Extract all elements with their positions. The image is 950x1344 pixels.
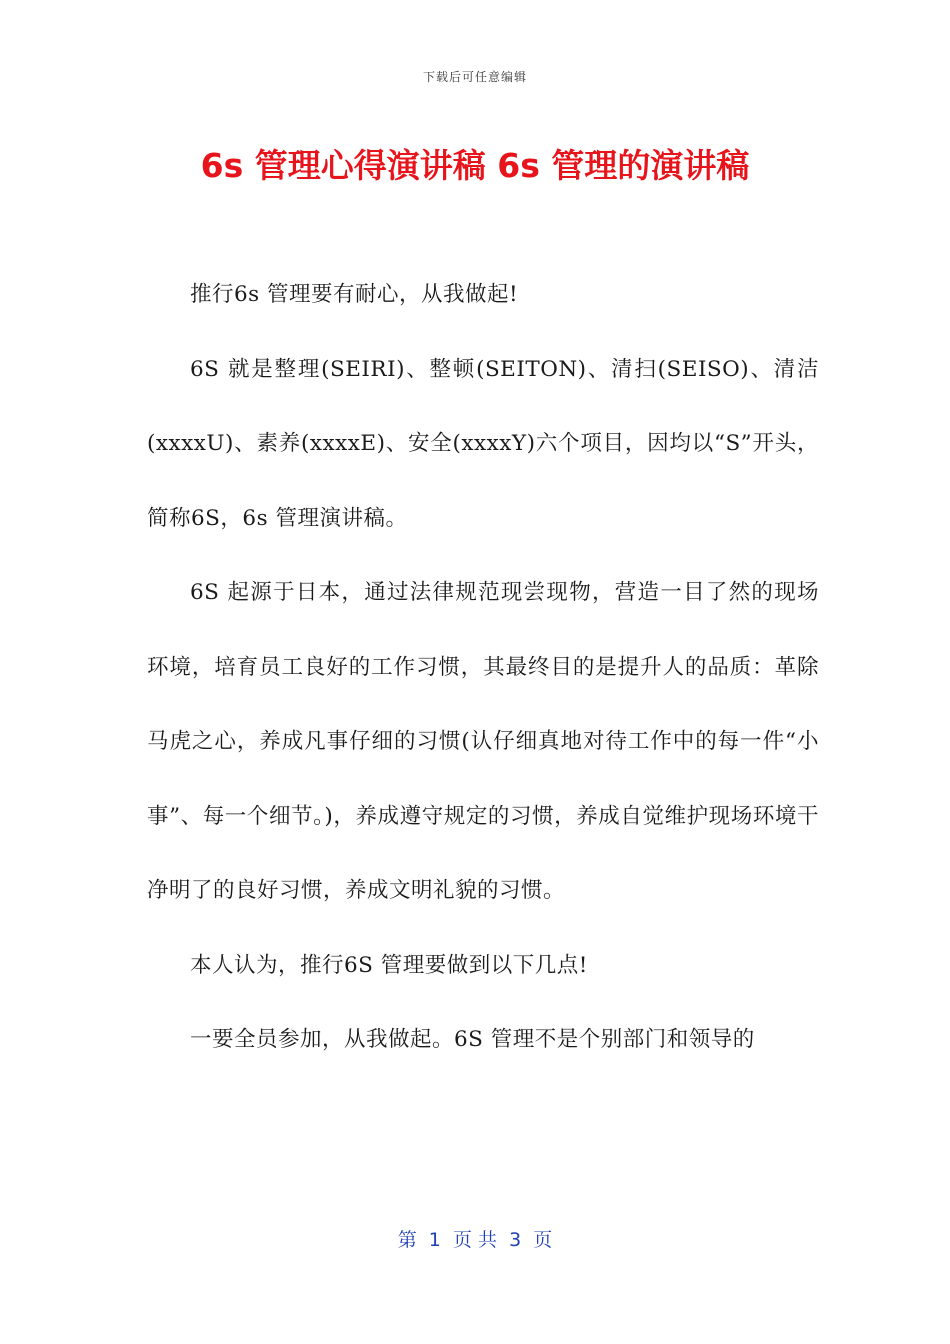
- page-title: 6s 管理心得演讲稿 6s 管理的演讲稿: [200, 146, 750, 185]
- paragraph-2: 6S 就是整理(SEIRI)、整顿(SEITON)、清扫(SEISO)、清洁(xxxxU)、素养(xxxxE)、安全(xxxxY)六个项目，因均以“S”开头，简称6S，6s 管理演讲稿。: [147, 356, 819, 531]
- page-number-footer: 第 1 页 共 3 页: [397, 1229, 553, 1251]
- paragraph-3: 6S 起源于日本，通过法律规范现尝现物，营造一目了然的现场环境，培育员工良好的工作习惯，其最终目的是提升人的品质：革除马虎之心，养成凡事仔细的习惯(认仔细真地对待工作中的每一件“小事”、每一个细节。)，养成遵守规定的习惯，养成自觉维护现场环境干净明了的良好习惯，养成文明礼貌的习惯。: [147, 580, 819, 903]
- paragraph-4: 本人认为，推行6S 管理要做到以下几点!: [190, 952, 588, 978]
- paragraph-1: 推行6s 管理要有耐心，从我做起!: [190, 282, 519, 307]
- paragraph-5: 一要全员参加，从我做起。6S 管理不是个别部门和领导的: [190, 1027, 755, 1052]
- document-body: [147, 258, 819, 1078]
- header-note: 下载后可任意编辑: [422, 70, 527, 84]
